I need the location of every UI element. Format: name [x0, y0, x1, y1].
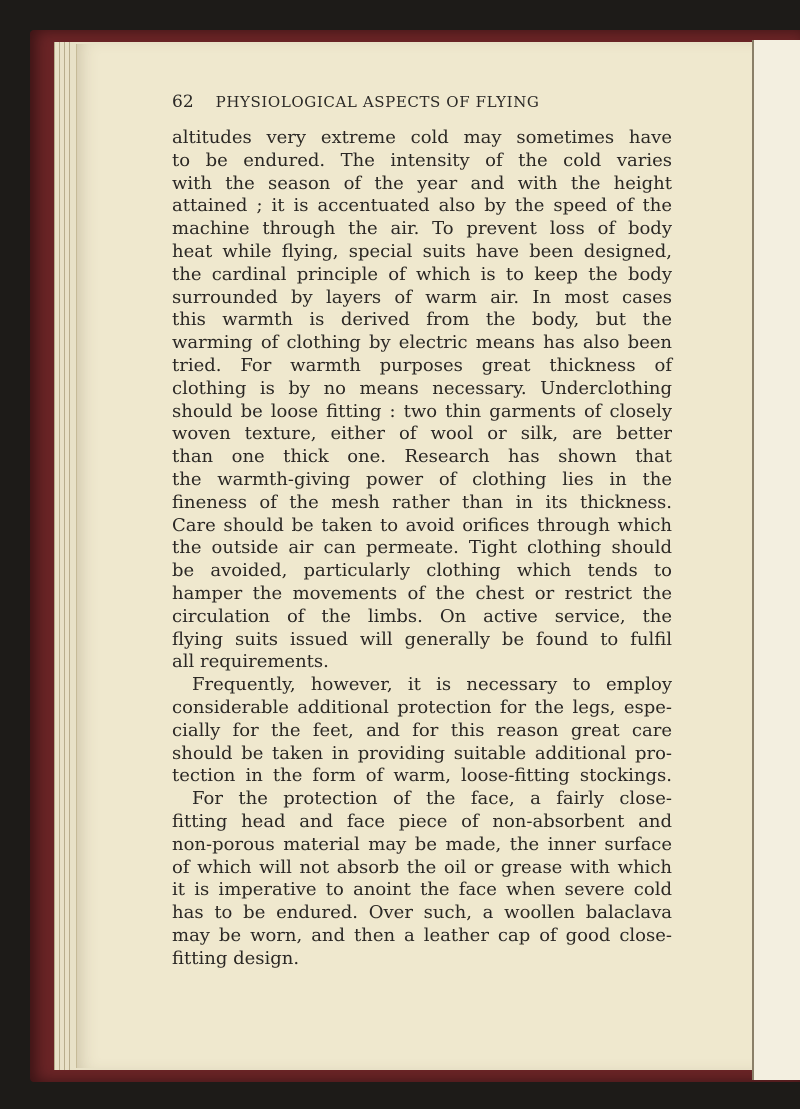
- text-line: this warmth is derived from the body, but the: [172, 309, 672, 331]
- body-text: [172, 127, 672, 970]
- text-line: be avoided, particularly clothing which tends to: [172, 560, 672, 582]
- text-line: the outside air can permeate. Tight clothing should: [172, 537, 672, 559]
- text-line: warming of clothing by electric means has also been: [172, 332, 672, 354]
- text-line: Frequently, however, it is necessary to employ: [192, 674, 672, 696]
- text-line: flying suits issued will generally be found to fulfil: [172, 628, 672, 650]
- text-line: of which will not absorb the oil or grease with which: [172, 856, 672, 878]
- text-line: non-porous material may be made, the inner surface: [172, 833, 672, 855]
- text-line: tried. For warmth purposes great thickness of: [172, 354, 672, 376]
- text-line: to be endured. The intensity of the cold varies: [172, 149, 672, 171]
- text-line: all requirements.: [172, 651, 329, 673]
- text-line: hamper the movements of the chest or restrict the: [172, 582, 672, 604]
- text-line: For the protection of the face, a fairly close-: [192, 788, 672, 810]
- text-line: machine through the air. To prevent loss of body: [172, 218, 672, 240]
- text-line: than one thick one. Research has shown that: [172, 446, 672, 468]
- text-line: the warmth-giving power of clothing lies in the: [172, 468, 672, 490]
- running-header: [172, 92, 672, 112]
- page-number: 62: [172, 92, 194, 112]
- text-line: fineness of the mesh rather than in its thickness.: [172, 491, 672, 513]
- text-line: may be worn, and then a leather cap of good close-: [172, 924, 672, 946]
- text-line: Care should be taken to avoid orifices through which: [172, 514, 672, 536]
- text-line: woven texture, either of wool or silk, are better: [172, 423, 672, 445]
- text-line: attained ; it is accentuated also by the speed of the: [172, 195, 672, 217]
- text-line: considerable additional protection for the legs, espe-: [172, 696, 672, 718]
- text-line: it is imperative to anoint the face when severe cold: [172, 879, 672, 901]
- text-line: surrounded by layers of warm air. In most cases: [172, 286, 672, 308]
- facing-page-edge: [752, 40, 800, 1080]
- text-line: fitting design.: [172, 947, 300, 969]
- text-line: cially for the feet, and for this reason great care: [172, 719, 672, 741]
- text-line: should be taken in providing suitable additional pro-: [172, 742, 672, 764]
- text-line: should be loose fitting : two thin garments of closely: [172, 400, 672, 422]
- text-line: the cardinal principle of which is to keep the body: [172, 263, 672, 285]
- text-line: altitudes very extreme cold may sometimes have: [172, 127, 672, 148]
- text-line: heat while flying, special suits have been designed,: [172, 240, 672, 262]
- running-title: PHYSIOLOGICAL ASPECTS OF FLYING: [215, 93, 540, 111]
- text-line: has to be endured. Over such, a woollen balaclava: [172, 902, 672, 924]
- text-line: clothing is by no means necessary. Underclothing: [172, 377, 672, 399]
- text-line: circulation of the limbs. On active service, the: [172, 605, 672, 627]
- text-line: with the season of the year and with the height: [172, 172, 672, 194]
- text-line: fitting head and face piece of non-absorbent and: [172, 810, 672, 832]
- text-line: tection in the form of warm, loose-fitting stockings.: [172, 765, 672, 787]
